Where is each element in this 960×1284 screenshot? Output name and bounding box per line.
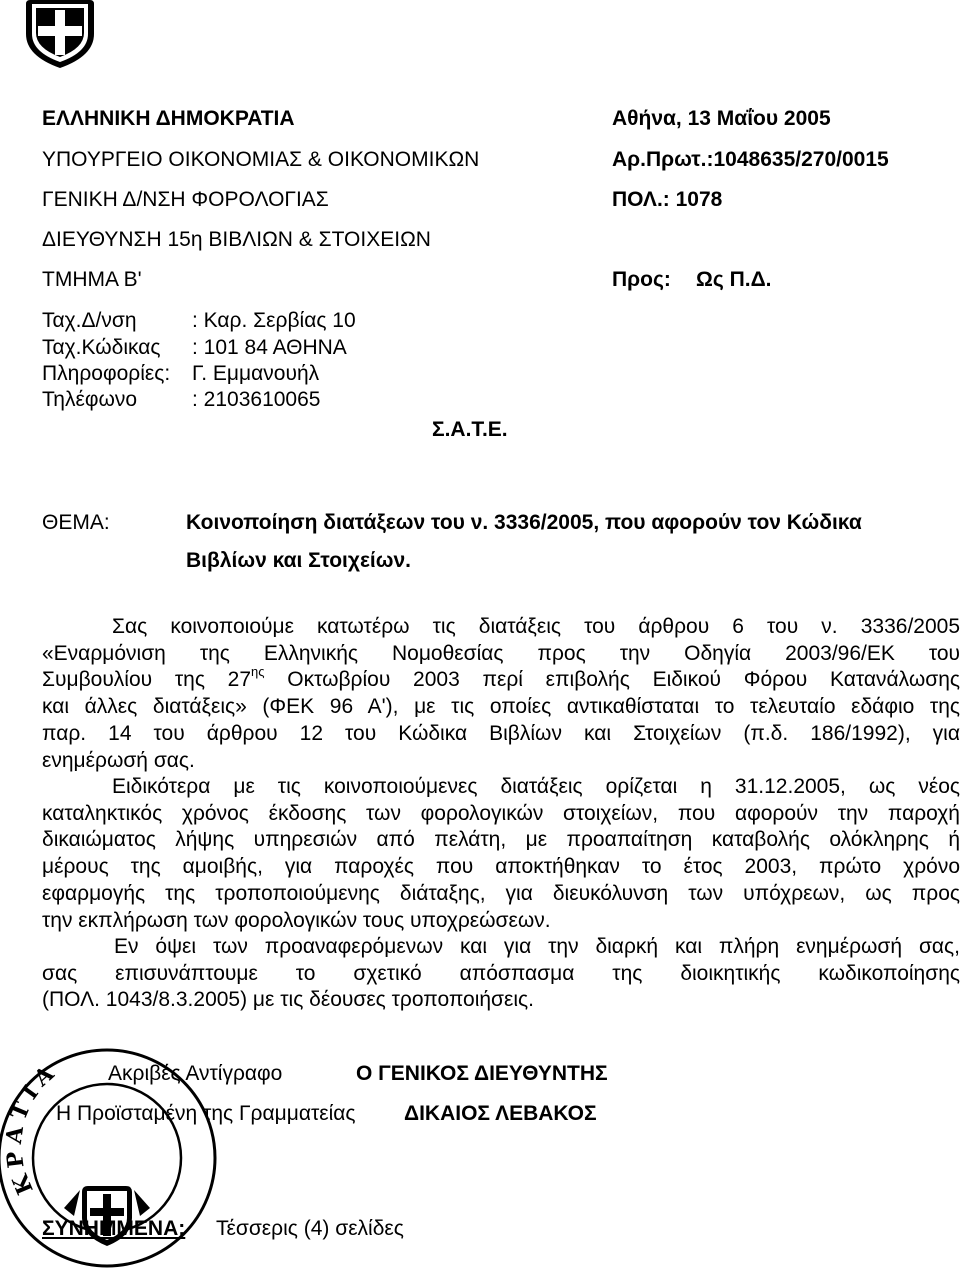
body-line: καταληκτικός χρόνος έκδοσης των φορολογικών στοιχείων, που αφορούν την παροχή xyxy=(42,801,960,825)
signatory-name: ΔΙΚΑΙΟΣ ΛΕΒΑΚΟΣ xyxy=(404,1102,597,1125)
header-ministry: ΥΠΟΥΡΓΕΙΟ ΟΙΚΟΝΟΜΙΑΣ & ΟΙΚΟΝΟΜΙΚΩΝ xyxy=(42,148,480,171)
header-directorate: ΔΙΕΥΘΥΝΣΗ 15η ΒΙΒΛΙΩΝ & ΣΤΟΙΧΕΙΩΝ xyxy=(42,228,431,251)
protocol-number: Αρ.Πρωτ.:1048635/270/0015 xyxy=(612,148,889,171)
body-line xyxy=(42,664,960,694)
body-line: Εν όψει των προαναφερόμενων και για την διαρκή και πλήρη ενημέρωσή σας, xyxy=(114,935,960,958)
address-value: : Καρ. Σερβίας 10 xyxy=(192,309,356,332)
body-paragraph-3 xyxy=(42,934,960,1014)
postal-value: : 101 84 ΑΘΗΝΑ xyxy=(192,336,347,359)
body-line: παρ. 14 του άρθρου 12 του Κώδικα Βιβλίων και Στοιχείων (π.δ. 186/1992), για xyxy=(42,721,960,745)
body-line: δικαιώματος λήψης υπηρεσιών από πελάτη, με προαπαίτηση καταβολής ολόκληρης ή xyxy=(42,828,960,852)
sate-label: Σ.Α.Τ.Ε. xyxy=(432,418,508,441)
address-label: Ταχ.Δ/νση xyxy=(42,309,137,332)
info-value: Γ. Εμμανουήλ xyxy=(192,362,320,385)
header-department: ΤΜΗΜΑ Β' xyxy=(42,268,142,291)
header-general-directorate: ΓΕΝΙΚΗ Δ/ΝΣΗ ΦΟΡΟΛΟΓΙΑΣ xyxy=(42,188,329,211)
pol-number: ΠΟΛ.: 1078 xyxy=(612,188,723,211)
body-line: και άλλες διατάξεις» (ΦΕΚ 96 Α'), με τις οποίες αντικαθίσταται το τελευταίο εδάφιο της xyxy=(42,695,960,719)
attachments-label: ΣΥΝΗΜΜΕΝΑ: xyxy=(42,1217,186,1240)
body-line: την εκπλήρωση των φορολογικών τους υποχρεώσεων. xyxy=(42,908,551,932)
header-country: ΕΛΛΗΝΙΚΗ ΔΗΜΟΚΡΑΤΙΑ xyxy=(42,107,295,130)
body-text: Συμβουλίου της 27 xyxy=(42,668,252,692)
body-paragraph-2 xyxy=(42,774,960,934)
body-line: (ΠΟΛ. 1043/8.3.2005) με τις δέουσες τροποποιήσεις. xyxy=(42,988,534,1012)
phone-label: Τηλέφωνο xyxy=(42,388,138,411)
signatory-title: Ο ΓΕΝΙΚΟΣ ΔΙΕΥΘΥΝΤΗΣ xyxy=(356,1062,608,1085)
document-date: Αθήνα, 13 Μαΐου 2005 xyxy=(612,107,831,130)
recipient-value: Ως Π.Δ. xyxy=(696,268,772,291)
seal-text: ΚΡΑΤΙΑ xyxy=(0,1056,64,1199)
subject-line-2: Βιβλίων και Στοιχείων. xyxy=(186,549,412,572)
body-line: Ειδικότερα με τις κοινοποιούμενες διατάξεις ορίζεται η 31.12.2005, ως νέος xyxy=(112,775,960,798)
subject-label: ΘΕΜΑ: xyxy=(42,511,110,534)
body-text: Οκτωβρίου 2003 περί επιβολής Ειδικού Φόρου Κατανάλωσης xyxy=(264,668,960,692)
secretariat-head-label: Η Προϊσταμένη της Γραμματείας xyxy=(56,1102,356,1125)
postal-label: Ταχ.Κώδικας xyxy=(42,336,161,359)
phone-value: : 2103610065 xyxy=(192,388,321,411)
body-line: μέρους της αμοιβής, για παροχές που αποκτήθηκαν το έτος 2003, πρώτο χρόνο xyxy=(42,855,960,879)
body-line: σας επισυνάπτουμε το σχετικό απόσπασμα της διοικητικής κωδικοποίησης xyxy=(42,961,960,985)
body-line: ενημέρωσή σας. xyxy=(42,748,195,772)
greek-emblem-icon xyxy=(20,0,100,68)
body-line: εφαρμογής της τροποποιούμενης διάταξης, για διευκόλυνση των υπόχρεων, ως προς xyxy=(42,881,960,905)
attachments-value: Τέσσερις (4) σελίδες xyxy=(216,1217,404,1240)
body-line: «Εναρμόνιση της Ελληνικής Νομοθεσίας προς την Οδηγία 2003/96/ΕΚ του xyxy=(42,641,960,665)
ordinal-suffix: ης xyxy=(251,664,265,680)
body-line: Σας κοινοποιούμε κατωτέρω τις διατάξεις του άρθρου 6 του ν. 3336/2005 xyxy=(112,615,960,638)
certified-copy-label: Ακριβές Αντίγραφο xyxy=(108,1062,283,1085)
subject-line-1: Κοινοποίηση διατάξεων του ν. 3336/2005, που αφορούν τον Κώδικα xyxy=(186,511,862,534)
recipient-label: Προς: xyxy=(612,268,671,291)
body-paragraph-1 xyxy=(42,614,960,774)
info-label: Πληροφορίες: xyxy=(42,362,171,385)
